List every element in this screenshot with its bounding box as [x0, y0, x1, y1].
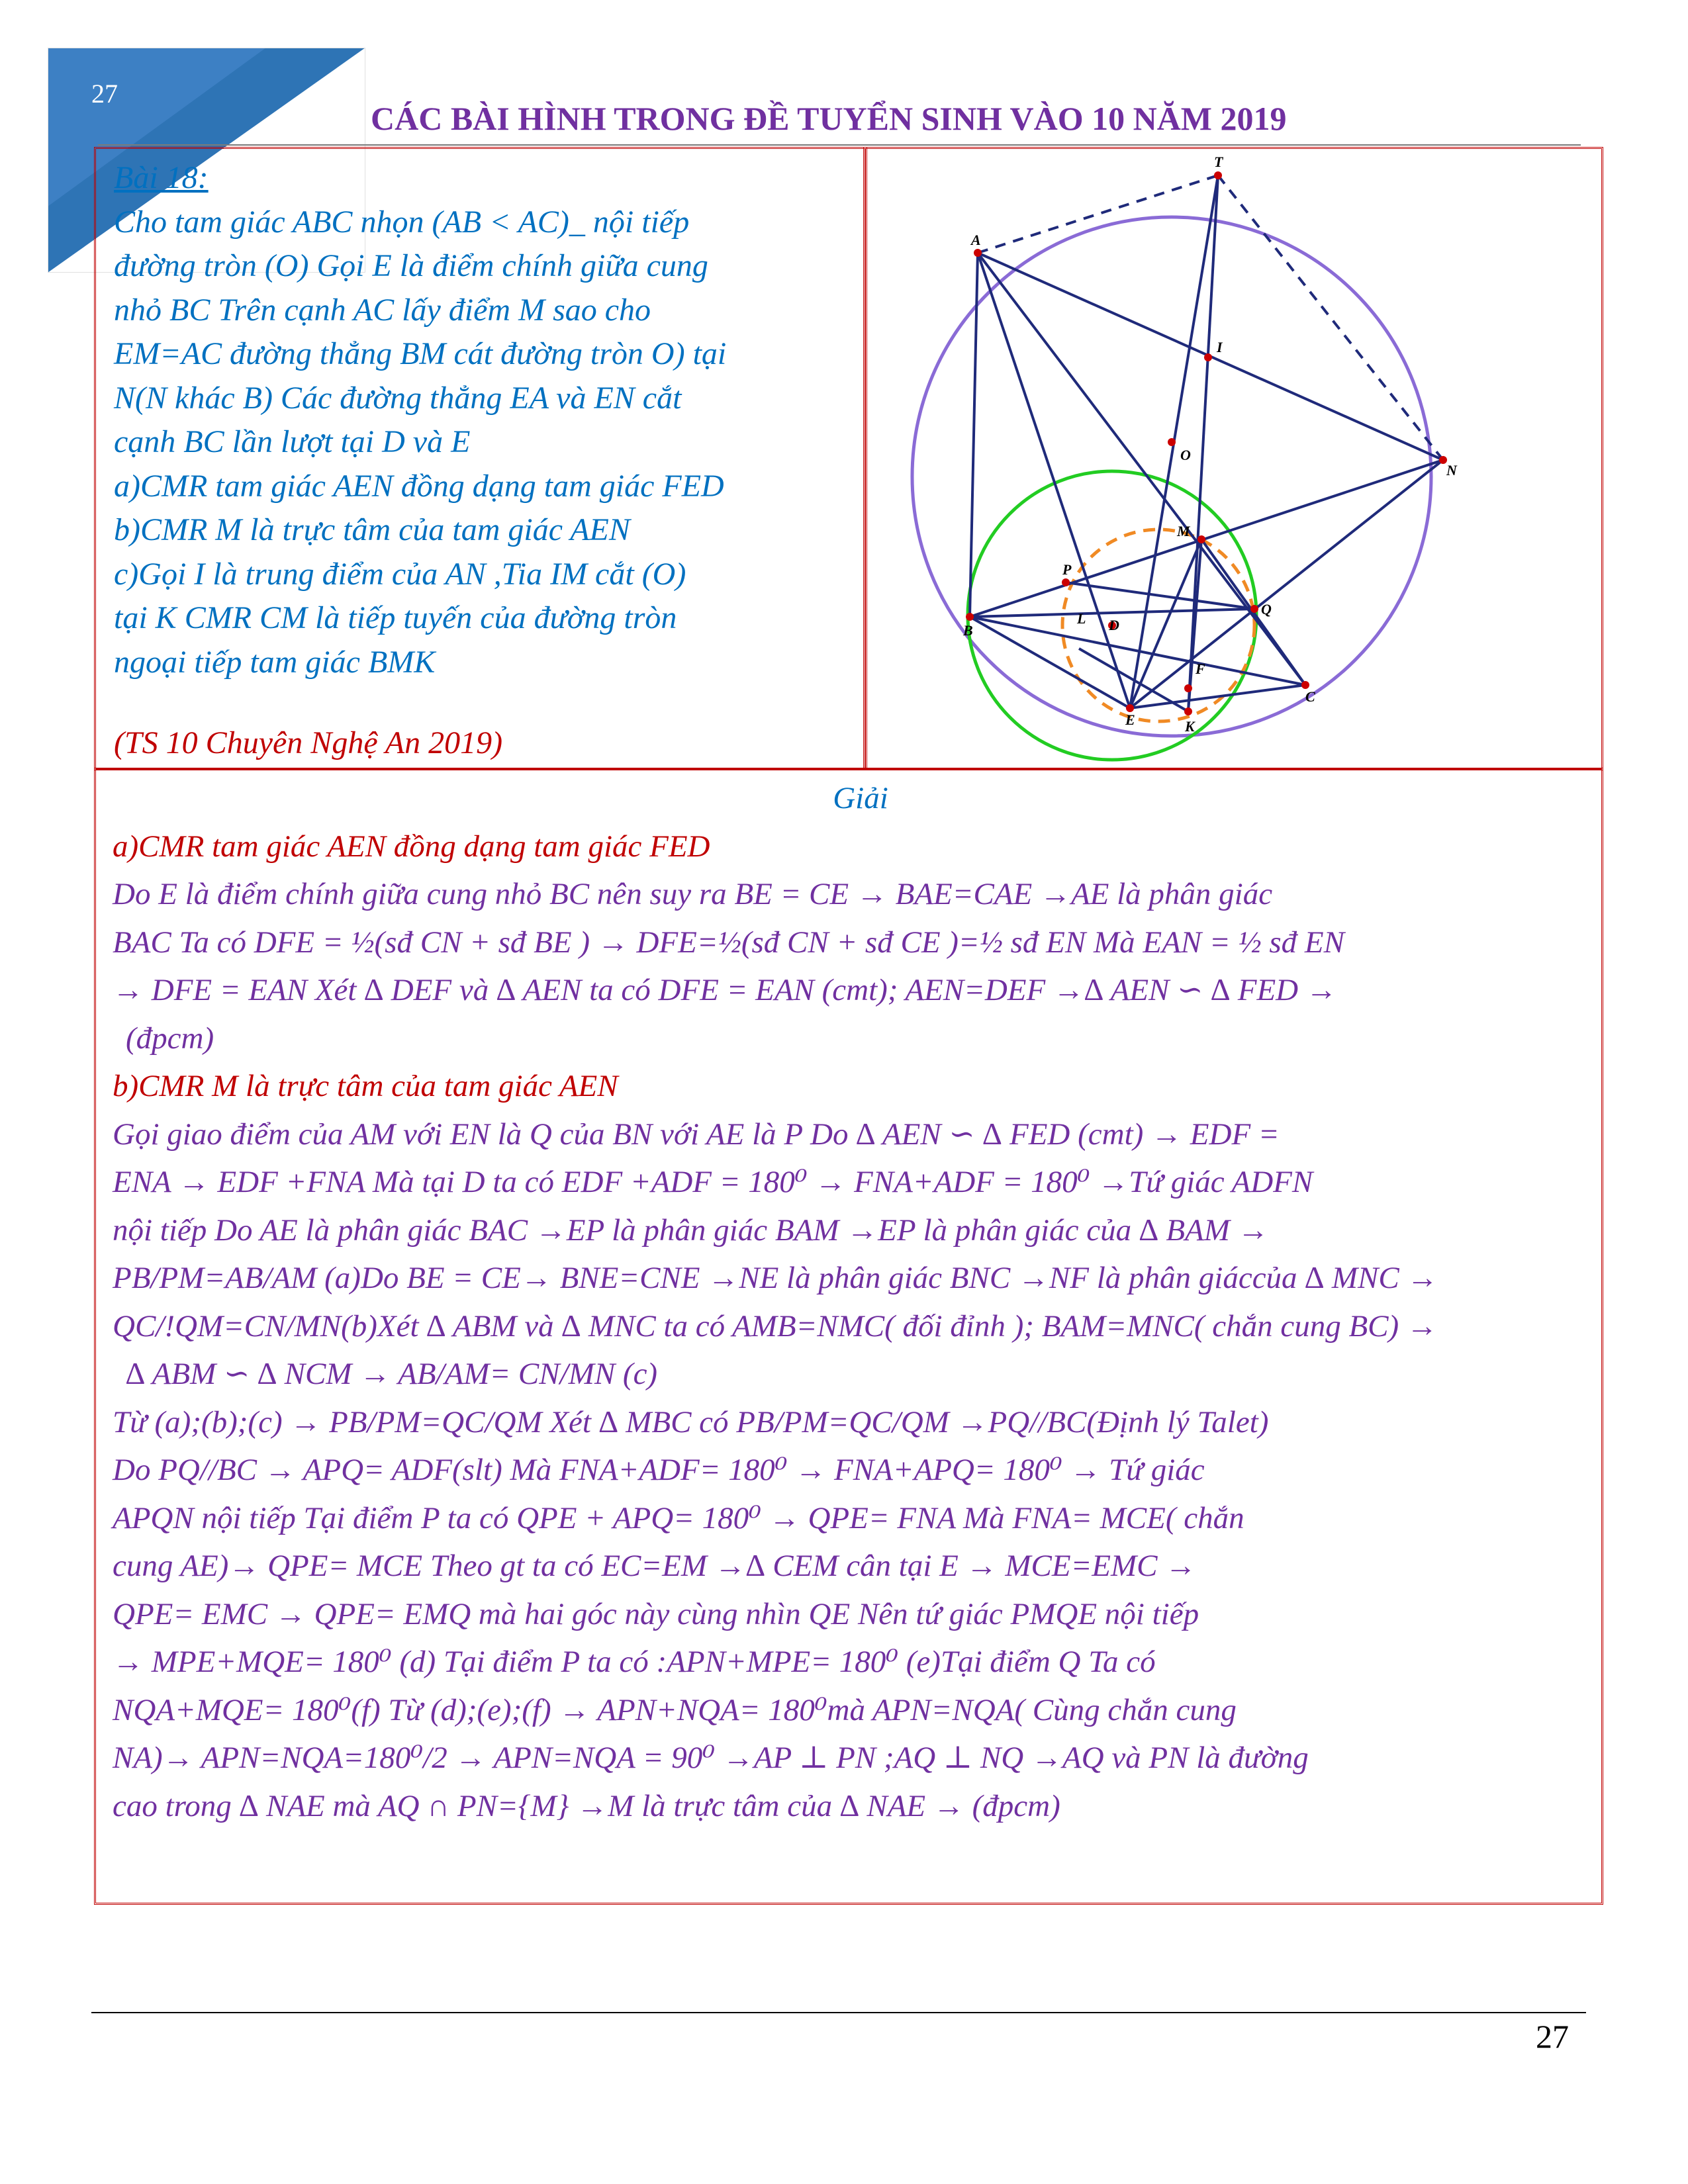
solution-line: → DFE = EAN Xét ∆ DEF và ∆ AEN ta có DFE = EAN (cmt); AEN=DEF →∆ AEN ∽ ∆ FED →	[113, 973, 1337, 1007]
label-q: Q	[1261, 601, 1272, 617]
solution-line: Từ (a);(b);(c) → PB/PM=QC/QM Xét ∆ MBC có PB/PM=QC/QM →PQ//BC(Định lý Talet)	[113, 1404, 1269, 1439]
solution-line: Gọi giao điểm của AM với EN là Q của BN với AE là P Do ∆ AEN ∽ ∆ FED (cmt) → EDF =	[113, 1116, 1280, 1152]
label-e: E	[1125, 711, 1135, 728]
problem-line: tại K CMR CM là tiếp tuyến của đường tròn	[114, 600, 677, 635]
problem-line: nhỏ BC Trên cạnh AC lấy điểm M sao cho	[114, 292, 651, 328]
problem-line: ngoại tiếp tam giác BMK	[114, 644, 436, 680]
problem-statement	[114, 156, 868, 766]
part-b-title: b)CMR M là trực tâm của tam giác AEN	[113, 1069, 618, 1103]
part-a-title: a)CMR tam giác AEN đồng dạng tam giác FED	[113, 829, 710, 864]
title-divider	[98, 144, 1581, 146]
label-k: K	[1185, 718, 1195, 735]
problem-line: EM=AC đường thẳng BM cát đường tròn O) tại	[114, 336, 727, 371]
label-n: N	[1446, 462, 1457, 478]
problem-source: (TS 10 Chuyên Nghệ An 2019)	[114, 725, 503, 760]
problem-line: b)CMR M là trực tâm của tam giác AEN	[114, 512, 630, 547]
solution-line: BAC Ta có DFE = ½(sđ CN + sđ BE ) → DFE=½(sđ CN + sđ CE )=½ sđ EN Mà EAN = ½ sđ EN	[113, 925, 1344, 960]
circle-orange	[1062, 529, 1254, 721]
problem-line: Cho tam giác ABC nhọn (AB < AC)_ nội tiếp	[114, 204, 690, 240]
label-d: D	[1109, 617, 1119, 633]
solution-line: → MPE+MQE= 180⁰ (d) Tại điểm P ta có :APN+MPE= 180⁰ (e)Tại điểm Q Ta có	[113, 1645, 1156, 1679]
solution-line: nội tiếp Do AE là phân giác BAC →EP là phân giác BAM →EP là phân giác của ∆ BAM →	[113, 1212, 1269, 1248]
geometry-figure	[877, 150, 1620, 765]
problem-line: N(N khác B) Các đường thẳng EA và EN cắt	[114, 380, 682, 416]
label-p: P	[1062, 561, 1072, 578]
label-c: C	[1305, 688, 1315, 705]
solution-line: NQA+MQE= 180⁰(f) Từ (d);(e);(f) → APN+NQA= 180⁰mà APN=NQA( Cùng chắn cung	[113, 1692, 1237, 1727]
solution-line: Do E là điểm chính giữa cung nhỏ BC nên suy ra BE = CE → BAE=CAE →AE là phân giác	[113, 877, 1273, 911]
problem-line: c)Gọi I là trung điểm của AN ,Tia IM cắt (O)	[114, 556, 686, 592]
solution-line: ENA → EDF +FNA Mà tại D ta có EDF +ADF = 180⁰ → FNA+ADF = 180⁰ →Tứ giác ADFN	[113, 1165, 1313, 1199]
problem-heading: Bài 18:	[114, 160, 209, 195]
label-o: O	[1180, 447, 1191, 463]
label-f: F	[1196, 660, 1205, 677]
label-i: I	[1217, 339, 1223, 355]
label-m: M	[1177, 523, 1190, 539]
problem-line: a)CMR tam giác AEN đồng dạng tam giác FED	[114, 468, 724, 504]
document-title: CÁC BÀI HÌNH TRONG ĐỀ TUYỂN SINH VÀO 10 NĂM 2019	[371, 100, 1287, 137]
footer-divider	[91, 2012, 1586, 2013]
solution-line: Do PQ//BC → APQ= ADF(slt) Mà FNA+ADF= 180⁰ → FNA+APQ= 180⁰ → Tứ giác	[113, 1453, 1205, 1487]
label-a: A	[971, 232, 981, 248]
solution-line: APQN nội tiếp Tại điểm P ta có QPE + APQ= 180⁰ → QPE= FNA Mà FNA= MCE( chắn	[113, 1500, 1244, 1535]
problem-line: cạnh BC lần lượt tại D và E	[114, 424, 471, 459]
solution-line: cung AE)→ QPE= MCE Theo gt ta có EC=EM →∆ CEM cân tại E → MCE=EMC →	[113, 1549, 1197, 1583]
label-t: T	[1214, 154, 1223, 170]
solution-line: cao trong ∆ NAE mà AQ ∩ PN={M} →M là trực tâm của ∆ NAE → (đpcm)	[113, 1788, 1060, 1823]
solution-line: NA)→ APN=NQA=180⁰/2 → APN=NQA = 90⁰ →AP ⊥ PN ;AQ ⊥ NQ →AQ và PN là đường	[113, 1741, 1309, 1775]
label-b: B	[963, 622, 973, 639]
page-number-bottom: 27	[1536, 2018, 1569, 2055]
solution-line: PB/PM=AB/AM (a)Do BE = CE→ BNE=CNE →NE là phân giác BNC →NF là phân giáccủa ∆ MNC →	[113, 1261, 1438, 1295]
solution-line: QC/!QM=CN/MN(b)Xét ∆ ABM và ∆ MNC ta có AMB=NMC( đối đỉnh ); BAM=MNC( chắn cung BC) →	[113, 1308, 1438, 1343]
label-l: L	[1077, 610, 1086, 627]
problem-line: đường tròn (O) Gọi E là điểm chính giữa cung	[114, 248, 708, 283]
page-number-top: 27	[91, 79, 118, 109]
solution-line: ∆ ABM ∽ ∆ NCM → AB/AM= CN/MN (c)	[126, 1357, 658, 1391]
solution-block	[113, 774, 1609, 1830]
solution-line: (đpcm)	[126, 1021, 214, 1056]
solution-line: QPE= EMC → QPE= EMQ mà hai góc này cùng nhìn QE Nên tứ giác PMQE nội tiếp	[113, 1596, 1199, 1631]
solution-heading: Giải	[833, 781, 888, 815]
